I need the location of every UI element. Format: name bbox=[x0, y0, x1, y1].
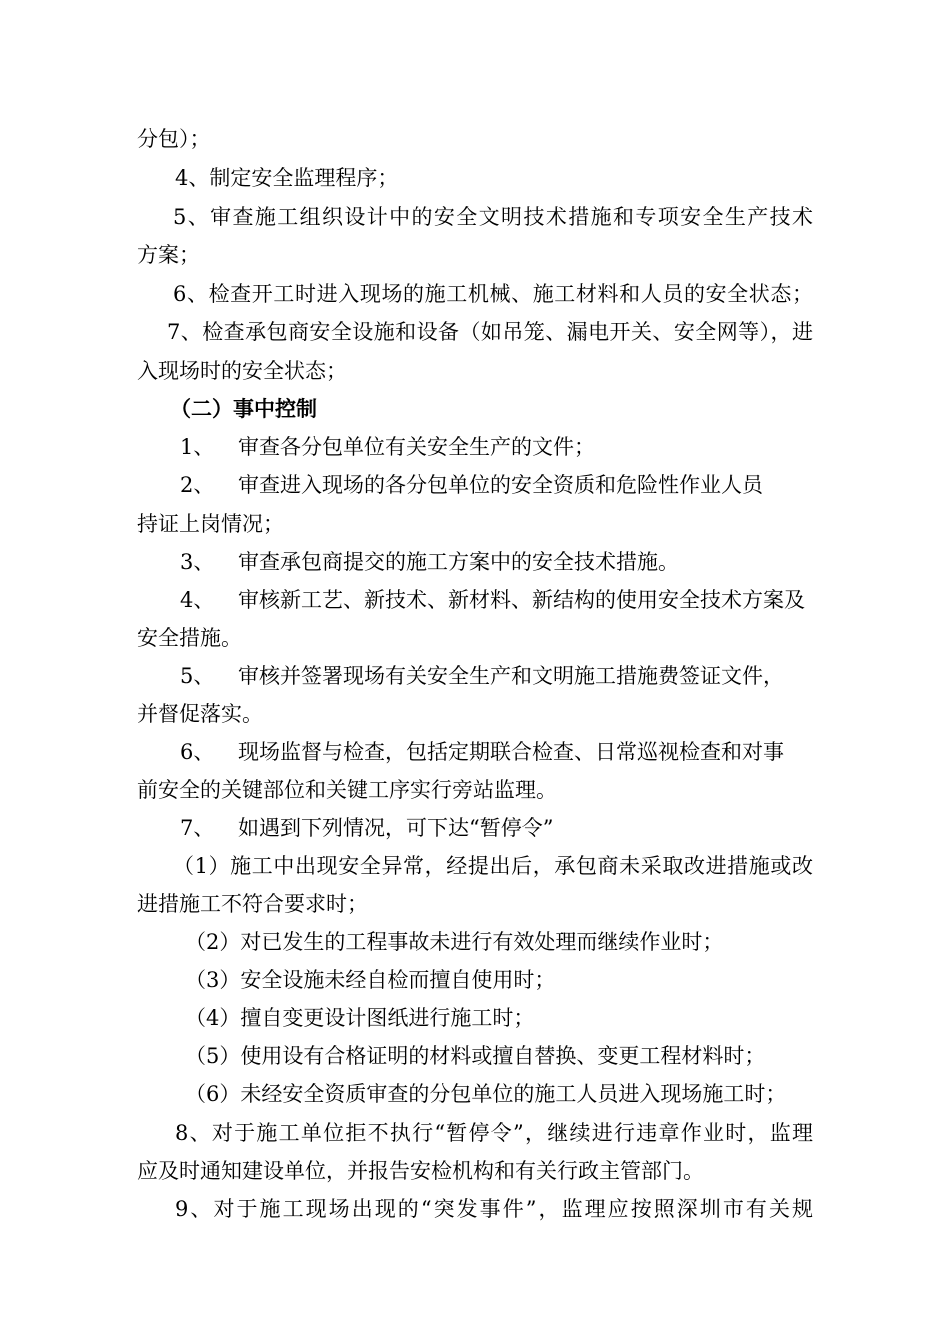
text-line: 进措施工不符合要求时； bbox=[137, 892, 368, 916]
text-line: 6、检查开工时进入现场的施工机械、施工材料和人员的安全状态； bbox=[173, 282, 813, 306]
item-number: 2、 bbox=[180, 473, 215, 497]
item-text: 审查各分包单位有关安全生产的文件； bbox=[238, 435, 595, 459]
list-item: （2）对已发生的工程事故未进行有效处理而继续作业时； bbox=[185, 930, 724, 954]
numbered-item bbox=[180, 547, 679, 577]
numbered-item bbox=[180, 737, 784, 767]
item-text: 如遇到下列情况，可下达“暂停令” bbox=[238, 816, 554, 840]
text-line: 方案； bbox=[137, 243, 200, 267]
item-text: 审查承包商提交的施工方案中的安全技术措施。 bbox=[238, 550, 679, 574]
item-text: 现场监督与检查，包括定期联合检查、日常巡视检查和对事 bbox=[238, 740, 784, 764]
text-line: 7、检查承包商安全设施和设备（如吊笼、漏电开关、安全网等），进 bbox=[167, 320, 813, 344]
item-text: 审核并签署现场有关安全生产和文明施工措施费签证文件， bbox=[238, 664, 784, 688]
text-line: 安全措施。 bbox=[137, 626, 242, 650]
text-line: 持证上岗情况； bbox=[137, 512, 284, 536]
text-line: 并督促落实。 bbox=[137, 702, 263, 726]
text-line: 入现场时的安全状态； bbox=[137, 359, 347, 383]
item-number: 5、 bbox=[180, 664, 215, 688]
numbered-item bbox=[180, 470, 763, 500]
text-line: 应及时通知建设单位，并报告安检机构和有关行政主管部门。 bbox=[137, 1159, 704, 1183]
text-line: 8、对于施工单位拒不执行“暂停令”，继续进行违章作业时，监理 bbox=[175, 1121, 813, 1145]
numbered-item bbox=[180, 585, 805, 615]
text-line: 分包）； bbox=[137, 127, 211, 151]
list-item: （6）未经安全资质审查的分包单位的施工人员进入现场施工时； bbox=[185, 1082, 787, 1106]
item-number: 1、 bbox=[180, 435, 215, 459]
numbered-item bbox=[180, 661, 784, 691]
item-number: 4、 bbox=[180, 588, 215, 612]
text-line: （1）施工中出现安全异常，经提出后，承包商未采取改进措施或改 bbox=[173, 854, 813, 878]
numbered-item bbox=[180, 813, 553, 843]
section-heading: （二）事中控制 bbox=[170, 396, 317, 421]
text-line: 前安全的关键部位和关键工序实行旁站监理。 bbox=[137, 778, 557, 802]
item-text: 审查进入现场的各分包单位的安全资质和危险性作业人员 bbox=[238, 473, 763, 497]
list-item: （5）使用设有合格证明的材料或擅自替换、变更工程材料时； bbox=[185, 1044, 766, 1068]
item-number: 7、 bbox=[180, 816, 215, 840]
text-line: 9、对于施工现场出现的“突发事件”，监理应按照深圳市有关规 bbox=[175, 1197, 813, 1221]
list-item: （3）安全设施未经自检而擅自使用时； bbox=[185, 968, 556, 992]
item-number: 6、 bbox=[180, 740, 215, 764]
item-text: 审核新工艺、新技术、新材料、新结构的使用安全技术方案及 bbox=[238, 588, 805, 612]
item-number: 3、 bbox=[180, 550, 215, 574]
numbered-item bbox=[180, 432, 595, 462]
list-item: （4）擅自变更设计图纸进行施工时； bbox=[185, 1006, 535, 1030]
text-line: 5、审查施工组织设计中的安全文明技术措施和专项安全生产技术 bbox=[173, 205, 813, 229]
text-line: 4、制定安全监理程序； bbox=[175, 166, 399, 190]
